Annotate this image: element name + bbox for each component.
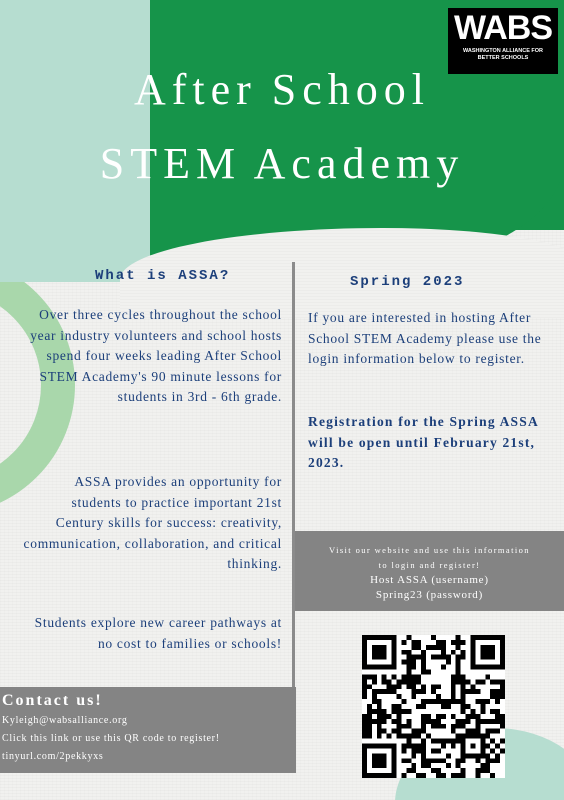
contact-box: [0, 687, 296, 773]
hosting-paragraph: If you are interested in hosting After School STEM Academy please use the login information below to register.: [308, 310, 542, 366]
registration-deadline-paragraph: Registration for the Spring ASSA will be open until February 21st, 2023.: [308, 414, 539, 470]
registration-qr-code[interactable]: [362, 635, 505, 778]
page-title-line-2: STEM Academy: [99, 139, 465, 188]
login-info-box: [295, 531, 564, 611]
page-title-line-1: After School: [133, 65, 431, 114]
info-line-2: to login and register!: [378, 560, 481, 570]
username-text: Host ASSA (username): [370, 574, 489, 586]
careers-paragraph: Students explore new career pathways at no cost to families or schools!: [34, 615, 282, 651]
contact-email-link[interactable]: Kyleigh@wabsalliance.org: [2, 715, 128, 726]
info-line-1: Visit our website and use this information: [329, 545, 530, 555]
about-paragraph: Over three cycles throughout the school year industry volunteers and school hosts spend four weeks leading After School STEM Academy's 90 minute lessons for students in 3rd - 6th grade.: [30, 307, 282, 404]
logo-text: WABS: [454, 9, 552, 47]
what-is-assa-heading: What is ASSA?: [95, 268, 231, 284]
logo-tagline: WASHINGTON ALLIANCE FOR BETTER SCHOOLS: [462, 48, 544, 61]
spring-2023-heading: Spring 2023: [350, 274, 465, 290]
skills-paragraph: ASSA provides an opportunity for students to practice important 21st Century skills for success: creativity, communication, collaboration, and critical thinking.: [23, 474, 282, 571]
password-text: Spring23 (password): [375, 589, 484, 601]
contact-title: Contact us!: [2, 692, 103, 709]
registration-url-link[interactable]: tinyurl.com/2pekkyxs: [2, 751, 104, 762]
qr-instruction: Click this link or use this QR code to register!: [2, 733, 220, 744]
